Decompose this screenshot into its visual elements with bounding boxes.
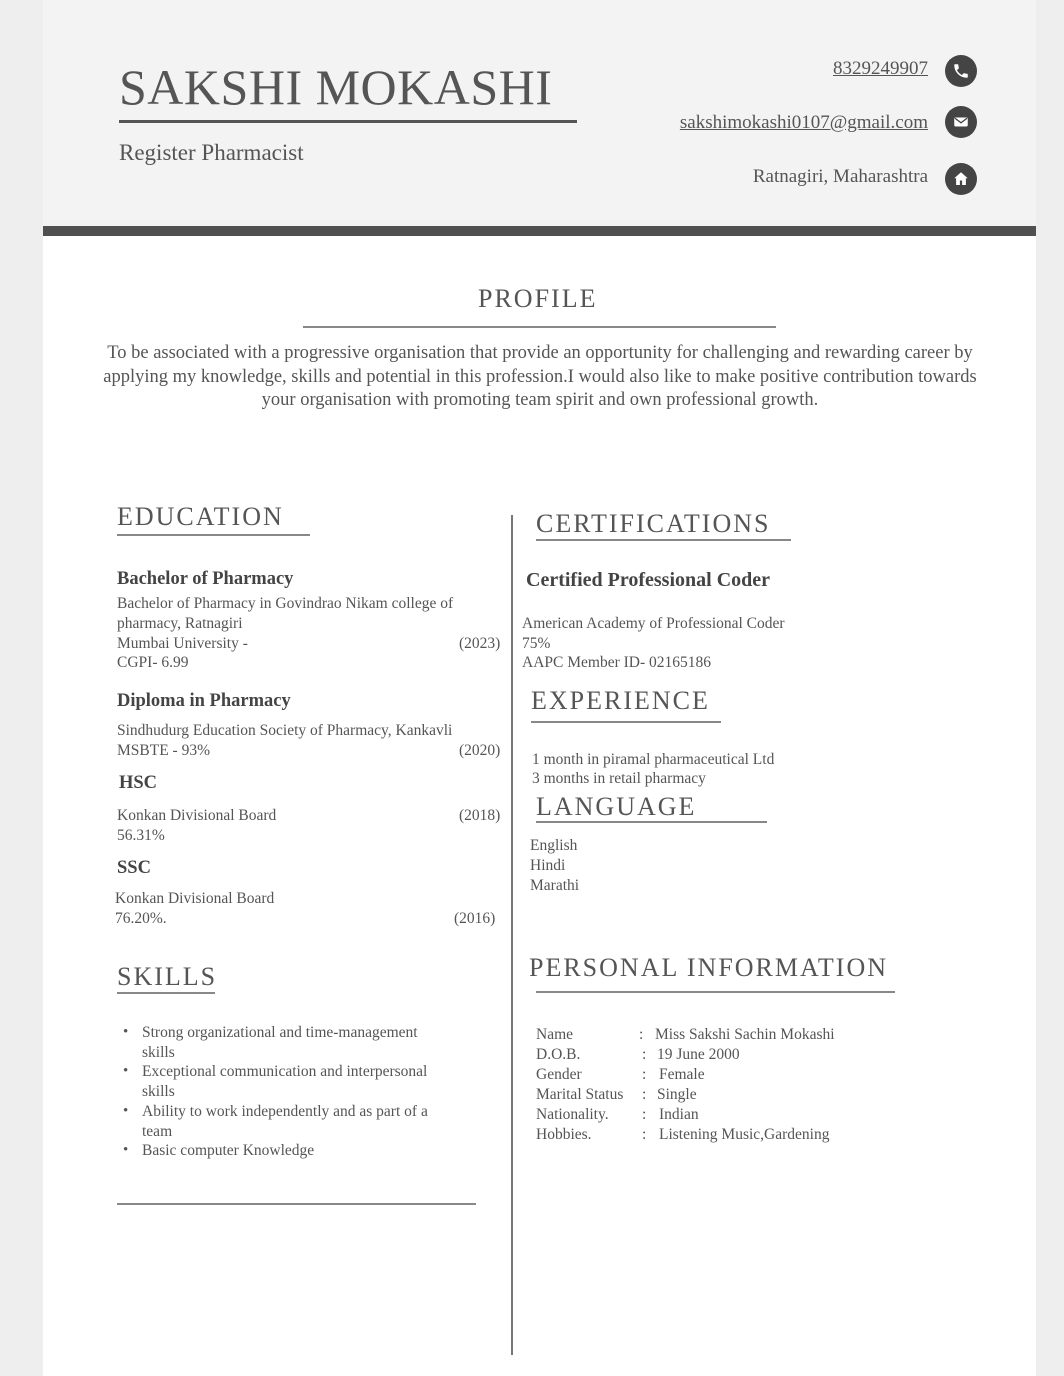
colon: :	[642, 1086, 647, 1103]
education-detail: 56.31%	[117, 827, 165, 844]
list-item: • Ability to work independently and as part of a team	[121, 1102, 451, 1141]
language-item: Marathi	[530, 877, 580, 894]
profile-title: PROFILE	[478, 284, 598, 313]
education-title: EDUCATION	[117, 502, 284, 531]
personal-info-value: Listening Music,Gardening	[659, 1126, 830, 1143]
language-item: English	[530, 837, 578, 854]
education-detail: Bachelor of Pharmacy in Govindrao Nikam college of	[117, 595, 454, 612]
list-item: • Strong organizational and time-management skills	[121, 1023, 451, 1062]
colon: :	[642, 1046, 647, 1063]
experience-title: EXPERIENCE	[531, 686, 710, 715]
personal-info-value: Indian	[659, 1106, 699, 1123]
education-degree: SSC	[117, 858, 151, 878]
location-text: Ratnagiri, Maharashtra	[752, 166, 928, 187]
personal-info-value: Miss Sakshi Sachin Mokashi	[655, 1026, 835, 1043]
personal-info-label: Gender	[536, 1066, 582, 1083]
colon: :	[642, 1106, 647, 1123]
skills-title: SKILLS	[117, 962, 218, 991]
education-detail: 76.20%.	[115, 910, 167, 927]
personal-info-label: Nationality.	[536, 1106, 609, 1123]
resume-page	[43, 0, 1036, 1376]
education-year: (2023)	[459, 635, 501, 652]
language-title: LANGUAGE	[536, 792, 697, 821]
certification-detail: 75%	[522, 635, 551, 652]
envelope-icon	[945, 106, 977, 138]
education-year: (2018)	[459, 807, 501, 824]
education-year: (2016)	[454, 910, 496, 927]
education-year: (2020)	[459, 742, 501, 759]
profile-text: To be associated with a progressive organisation that provide an opportunity for challenging and rewarding career by applying my knowledge, skills and potential in this profession.I would also like to make positive contribution towards your organisation with promoting team spirit and own professional growth.	[103, 343, 977, 410]
personal-info-value: 19 June 2000	[657, 1046, 740, 1063]
personal-info-label: Marital Status	[536, 1086, 624, 1103]
personal-info-label: Hobbies.	[536, 1126, 592, 1143]
profile-underline	[303, 326, 776, 328]
skills-bottom-rule	[117, 1203, 476, 1205]
personal-info-label: D.O.B.	[536, 1046, 581, 1063]
personal-info-title: PERSONAL INFORMATION	[529, 953, 889, 982]
colon: :	[639, 1026, 644, 1043]
experience-underline	[531, 721, 721, 723]
certification-detail: AAPC Member ID- 02165186	[522, 654, 711, 671]
education-underline	[117, 534, 310, 536]
personal-info-underline	[536, 991, 895, 993]
education-detail: Konkan Divisional Board	[115, 890, 275, 907]
personal-info-label: Name	[536, 1026, 574, 1043]
job-title: Register Pharmacist	[119, 140, 304, 165]
phone-icon	[945, 55, 977, 87]
skills-underline	[117, 992, 215, 994]
language-underline	[536, 821, 767, 823]
phone-link[interactable]: 8329249907	[833, 58, 928, 79]
list-item: • Exceptional communication and interpersonal skills	[121, 1062, 451, 1101]
skills-list	[121, 1023, 451, 1161]
certifications-title: CERTIFICATIONS	[536, 509, 771, 538]
colon: :	[642, 1066, 647, 1083]
education-detail: Konkan Divisional Board	[117, 807, 277, 824]
education-detail: pharmacy, Ratnagiri	[117, 615, 243, 632]
certifications-underline	[536, 539, 791, 541]
language-item: Hindi	[530, 857, 566, 874]
header	[43, 0, 1036, 228]
column-divider	[511, 515, 513, 1355]
candidate-name: SAKSHI MOKASHI	[119, 59, 553, 115]
home-icon	[945, 163, 977, 195]
name-underline	[119, 120, 577, 123]
email-link[interactable]: sakshimokashi0107@gmail.com	[679, 112, 928, 133]
experience-item: 3 months in retail pharmacy	[532, 770, 706, 787]
personal-info-value: Female	[659, 1066, 705, 1083]
personal-info-value: Single	[657, 1086, 697, 1103]
education-detail: CGPI- 6.99	[117, 654, 189, 671]
certification-detail: American Academy of Professional Coder	[522, 615, 785, 632]
education-degree: HSC	[119, 773, 158, 793]
education-detail: Mumbai University -	[117, 635, 248, 652]
experience-item: 1 month in piramal pharmaceutical Ltd	[532, 751, 775, 768]
education-detail: MSBTE - 93%	[117, 742, 210, 759]
education-degree: Bachelor of Pharmacy	[117, 569, 294, 589]
education-detail: Sindhudurg Education Society of Pharmacy, Kankavli	[117, 722, 453, 739]
colon: :	[642, 1126, 647, 1143]
education-degree: Diploma in Pharmacy	[117, 691, 291, 711]
list-item: • Basic computer Knowledge	[121, 1141, 451, 1161]
certification-name: Certified Professional Coder	[526, 569, 771, 591]
header-divider	[43, 226, 1036, 236]
